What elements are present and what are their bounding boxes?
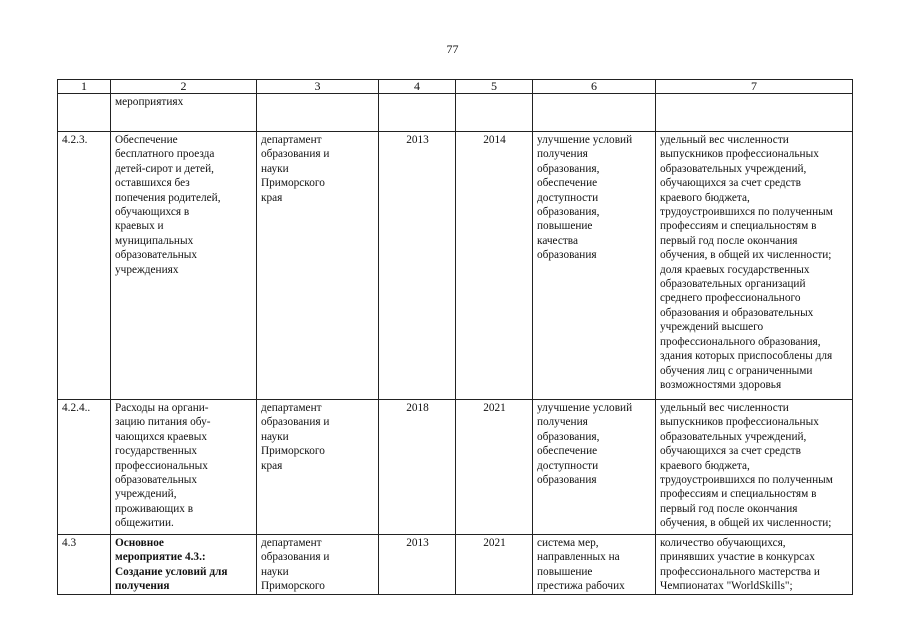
executor: департамент образования и науки Приморского края (257, 400, 379, 535)
header-cell: 7 (656, 80, 853, 94)
expected-result: улучшение условий получения образования, обеспечение доступности образования (533, 400, 656, 535)
expected-result (533, 94, 656, 132)
measure-name: Расходы на органи- зацию питания обу- чающихся краевых государственных профессиональных образовательных учреждений, проживающих в общежитии. (111, 400, 257, 535)
executor (257, 94, 379, 132)
measure-name: Обеспечение бесплатного проезда детей-сирот и детей, оставшихся без попечения родителей, обучающихся в краевых и муниципальных образовательных учреждениях (111, 132, 257, 400)
row-number: 4.2.4.. (58, 400, 111, 535)
start-year: 2018 (379, 400, 456, 535)
executor: департамент образования и науки Приморского (257, 535, 379, 595)
indicator (656, 94, 853, 132)
indicator: удельный вес численности выпускников профессиональных образовательных учреждений, обучающихся за счет средств краевого бюджета, трудоустроившихся по полученным профессиям и специальностям в первый год после окончания обучения, в общей их численности; (656, 400, 853, 535)
header-row (58, 80, 853, 94)
table-row (58, 400, 853, 535)
start-year (379, 94, 456, 132)
expected-result: улучшение условий получения образования, обеспечение доступности образования, повышение качества образования (533, 132, 656, 400)
row-number (58, 94, 111, 132)
header-cell: 6 (533, 80, 656, 94)
header-cell: 3 (257, 80, 379, 94)
table-row (58, 132, 853, 400)
start-year: 2013 (379, 132, 456, 400)
measure-name: мероприятиях (111, 94, 257, 132)
end-year: 2014 (456, 132, 533, 400)
measure-name: Основное мероприятие 4.3.: Создание условий для получения (111, 535, 257, 595)
executor: департамент образования и науки Приморского края (257, 132, 379, 400)
header-cell: 4 (379, 80, 456, 94)
table-row (58, 535, 853, 595)
page-number: 77 (446, 42, 459, 56)
end-year: 2021 (456, 400, 533, 535)
indicator: количество обучающихся, принявших участие в конкурсах профессионального мастерства и Чемпионатах "WorldSkills"; (656, 535, 853, 595)
row-number: 4.3 (58, 535, 111, 595)
header-cell: 5 (456, 80, 533, 94)
table-row (58, 94, 853, 132)
row-number: 4.2.3. (58, 132, 111, 400)
header-cell: 1 (58, 80, 111, 94)
expected-result: система мер, направленных на повышение престижа рабочих (533, 535, 656, 595)
header-cell: 2 (111, 80, 257, 94)
end-year: 2021 (456, 535, 533, 595)
indicator: удельный вес численности выпускников профессиональных образовательных учреждений, обучающихся за счет средств краевого бюджета, трудоустроившихся по полученным профессиям и специальностям в первый год после окончания обучения, в общей их численности; доля краевых государственных образовательных организаций среднего профессионального образования и образовательных учреждений высшего профессионального образования, здания которых приспособлены для обучения лиц с ограниченными возможностями здоровья (656, 132, 853, 400)
end-year (456, 94, 533, 132)
start-year: 2013 (379, 535, 456, 595)
measures-table (57, 79, 853, 595)
